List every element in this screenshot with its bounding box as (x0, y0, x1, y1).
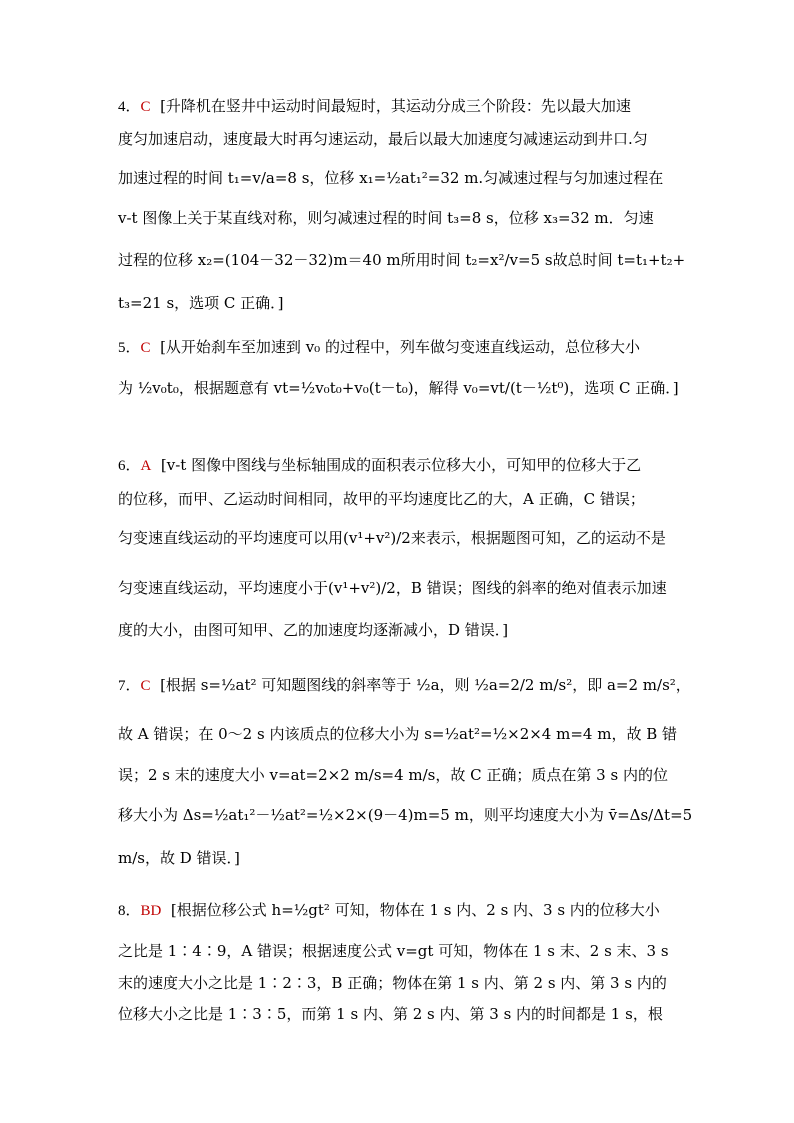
explanation-line: m/s，故 D 错误．] (118, 849, 240, 867)
item-number: 5． (118, 340, 141, 356)
explanation-line: 位移大小之比是 1∶3∶5，而第 1 s 内、第 2 s 内、第 3 s 内的时间都是 1 s，根 (118, 1005, 663, 1023)
explanation-line: [根据 s=½at² 可知题图线的斜率等于 ½a，则 ½a=2/2 m/s²，即 a=2 m/s²， (160, 676, 691, 694)
answer-choice: C (140, 678, 151, 694)
item-number: 7． (118, 678, 141, 694)
explanation-line: 故 A 错误；在 0～2 s 内该质点的位移大小为 s=½at²=½×2×4 m=4 m，故 B 错 (118, 725, 678, 743)
item-number: 4． (118, 99, 141, 115)
explanation-line: 度的大小，由图可知甲、乙的加速度均逐渐减小，D 错误．] (118, 621, 509, 639)
explanation-line: 加速过程的时间 t₁=v/a=8 s，位移 x₁=½at₁²=32 m.匀减速过程与匀加速过程在 (118, 169, 664, 187)
explanation-line: 误；2 s 末的速度大小 v=at=2×2 m/s=4 m/s，故 C 正确；质点在第 3 s 内的位 (118, 766, 668, 784)
item-number: 6． (118, 458, 141, 474)
explanation-line: [根据位移公式 h=½gt² 可知，物体在 1 s 内、2 s 内、3 s 内的位移大小 (170, 901, 660, 919)
explanation-line: 过程的位移 x₂=(104－32－32)m＝40 m所用时间 t₂=x²/v=5 s故总时间 t=t₁+t₂+ (118, 251, 686, 269)
explanation-line: 为 ½v₀t₀，根据题意有 vt=½v₀t₀+v₀(t－t₀)，解得 v₀=vt/(t－½t⁰)，选项 C 正确．] (118, 379, 679, 397)
explanation-line: 度匀加速启动，速度最大时再匀速运动，最后以最大加速度匀减速运动到井口.匀 (118, 130, 648, 148)
explanation-line: [升降机在竖井中运动时间最短时，其运动分成三个阶段：先以最大加速 (160, 97, 631, 115)
explanation-line: 的位移，而甲、乙运动时间相同，故甲的平均速度比乙的大，A 正确，C 错误； (118, 490, 645, 508)
answer-choice: BD (140, 903, 162, 919)
explanation-line: [v-t 图像中图线与坐标轴围成的面积表示位移大小，可知甲的位移大于乙 (160, 456, 642, 474)
item-number: 8． (118, 903, 141, 919)
explanation-line: 匀变速直线运动，平均速度小于(v¹+v²)/2，B 错误；图线的斜率的绝对值表示加速 (118, 579, 667, 597)
explanation-line: 末的速度大小之比是 1∶2∶3，B 正确；物体在第 1 s 内、第 2 s 内、第 3 s 内的 (118, 974, 667, 992)
answer-choice: A (140, 458, 152, 474)
answer-choice: C (140, 99, 151, 115)
explanation-line: 移大小为 Δs=½at₁²－½at²=½×2×(9－4)m=5 m，则平均速度大小为 v̄=Δs/Δt=5 (118, 806, 693, 824)
explanation-line: 匀变速直线运动的平均速度可以用(v¹+v²)/2来表示，根据题图可知，乙的运动不是 (118, 529, 666, 547)
answer-choice: C (140, 340, 151, 356)
explanation-line: t₃=21 s，选项 C 正确．] (118, 294, 284, 312)
explanation-line: 之比是 1∶4∶9，A 错误；根据速度公式 v=gt 可知，物体在 1 s 末、2 s 末、3 s (118, 942, 669, 960)
explanation-line: v-t 图像上关于某直线对称，则匀减速过程的时间 t₃=8 s，位移 x₃=32 m．匀速 (118, 209, 654, 227)
explanation-line: [从开始刹车至加速到 v₀ 的过程中，列车做匀变速直线运动，总位移大小 (160, 338, 640, 356)
